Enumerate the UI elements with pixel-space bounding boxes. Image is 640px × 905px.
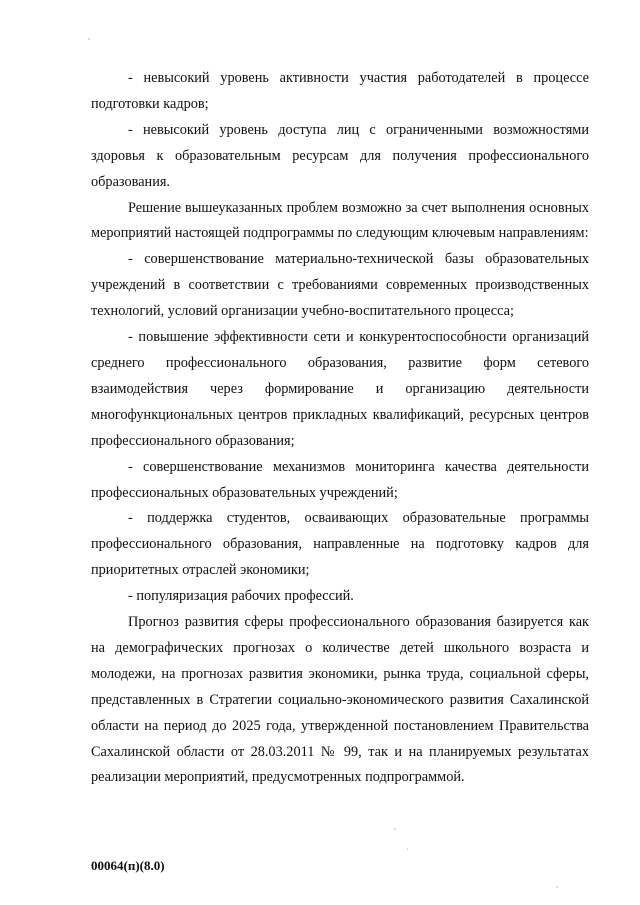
paragraph-network-efficiency: - повышение эффективности сети и конкурентоспособности организаций среднего профессионального образования, развитие форм сетевого взаимодействия через формирование и организацию деятельности многофункциональных центров прикладных квалификаций, ресурсных центров профессионального образования;	[91, 329, 589, 449]
document-body	[91, 66, 589, 791]
scan-speck	[88, 38, 90, 40]
scan-speck	[407, 848, 408, 850]
paragraph-quality-monitoring: - совершенствование механизмов мониторинга качества деятельности профессиональных образовательных учреждений;	[91, 458, 589, 501]
scan-speck	[394, 828, 396, 830]
scan-speck	[556, 886, 558, 888]
paragraph-disabled-access: - невысокий уровень доступа лиц с ограниченными возможностями здоровья к образовательным ресурсам для получения профессионального образования.	[91, 121, 589, 190]
paragraph-employers-activity: - невысокий уровень активности участия работодателей в процессе подготовки кадров;	[91, 70, 589, 112]
paragraph-forecast: Прогноз развития сферы профессионального образования базируется как на демографических прогнозах о количестве детей школьного возраста и молодежи, на прогнозах развития экономики, рынка труда, социальной сферы, представленных в Стратегии социально-экономического развития Сахалинской области на период до 2025 года, утвержденной постановлением Правительства Сахалинской области от 28.03.2011 № 99, так и на планируемых результатах реализации мероприятий, предусмотренных подпрограммой.	[91, 614, 589, 786]
document-code: 00064(п)(8.0)	[91, 858, 165, 873]
paragraph-student-support: - поддержка студентов, осваивающих образовательные программы профессионального образования, направленные на подготовку кадров для приоритетных отраслей экономики;	[91, 510, 589, 579]
paragraph-popularization: - популяризация рабочих профессий.	[128, 588, 354, 605]
paragraph-solution-intro: Решение вышеуказанных проблем возможно за счет выполнения основных мероприятий настоящей подпрограммы по следующим ключевым направлениям:	[91, 199, 589, 242]
paragraph-material-base: - совершенствование материально-технической базы образовательных учреждений в соответствии с требованиями современных производственных технологий, условий организации учебно-воспитательного процесса;	[91, 251, 589, 320]
